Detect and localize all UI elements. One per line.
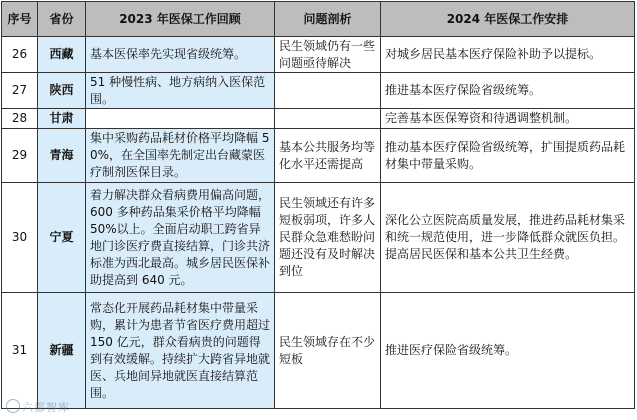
policy-table <box>1 1 635 409</box>
row-province: 甘肃 <box>38 109 86 129</box>
row-problems: 民生领域存在不少短板 <box>275 293 381 409</box>
table-row <box>2 109 635 129</box>
header-plan-2024: 2024 年医保工作安排 <box>381 2 635 37</box>
row-plan: 深化公立医院高质量发展，推进药品耗材集采和统一规范使用，进一步降低群众就医负担。提高居民医保和基本公共卫生经费。 <box>381 183 635 293</box>
header-index: 序号 <box>2 2 38 37</box>
header-row <box>2 2 635 37</box>
row-review <box>86 109 275 129</box>
row-problems <box>275 109 381 129</box>
row-index: 27 <box>2 73 38 109</box>
row-province: 西藏 <box>38 37 86 73</box>
row-problems: 民生领域仍有一些问题亟待解决 <box>275 37 381 73</box>
row-province: 青海 <box>38 129 86 183</box>
row-province: 新疆 <box>38 293 86 409</box>
row-plan: 推进医疗保险省级统筹。 <box>381 293 635 409</box>
watermark-logo-icon <box>6 399 20 413</box>
row-plan: 完善基本医保筹资和待遇调整机制。 <box>381 109 635 129</box>
row-problems <box>275 73 381 109</box>
row-review: 基本医保率先实现省级统筹。 <box>86 37 275 73</box>
row-province: 陕西 <box>38 73 86 109</box>
table-row <box>2 293 635 409</box>
row-problems: 民生领域还有许多短板弱项，许多人民群众急难愁盼问题还没有及时解决到位 <box>275 183 381 293</box>
header-review-2023: 2023 年医保工作回顾 <box>86 2 275 37</box>
row-index: 31 <box>2 293 38 409</box>
header-problems: 问题剖析 <box>275 2 381 37</box>
table-row <box>2 37 635 73</box>
table-row <box>2 183 635 293</box>
header-province: 省份 <box>38 2 86 37</box>
row-problems: 基本公共服务均等化水平还需提高 <box>275 129 381 183</box>
row-index: 28 <box>2 109 38 129</box>
table-row <box>2 129 635 183</box>
row-province: 宁夏 <box>38 183 86 293</box>
row-review: 51 种慢性病、地方病纳入医保范围。 <box>86 73 275 109</box>
watermark-text: 六都智库 <box>22 401 70 414</box>
row-plan: 对城乡居民基本医疗保险补助予以提标。 <box>381 37 635 73</box>
row-review: 着力解决群众看病费用偏高问题，600 多种药品集采价格平均降幅 50%以上。全面启动职工跨省异地门诊医疗费直接结算，门诊共济标准为西北最高。城乡居民医保补助提高到 640 元。 <box>86 183 275 293</box>
row-plan: 推进基本医疗保险省级统筹。 <box>381 73 635 109</box>
row-index: 26 <box>2 37 38 73</box>
row-review: 集中采购药品耗材价格平均降幅 50%，在全国率先制定出台藏蒙医疗制剂医保目录。 <box>86 129 275 183</box>
row-index: 29 <box>2 129 38 183</box>
row-index: 30 <box>2 183 38 293</box>
row-plan: 推动基本医疗保险省级统筹，扩围提质药品耗材集中带量采购。 <box>381 129 635 183</box>
watermark <box>6 399 70 415</box>
row-review: 常态化开展药品耗材集中带量采购，累计为患者节省医疗费用超过 150 亿元，群众看病贵的问题得到有效缓解。持续扩大跨省异地就医、兵地间异地就医直接结算范围。 <box>86 293 275 409</box>
table-row <box>2 73 635 109</box>
